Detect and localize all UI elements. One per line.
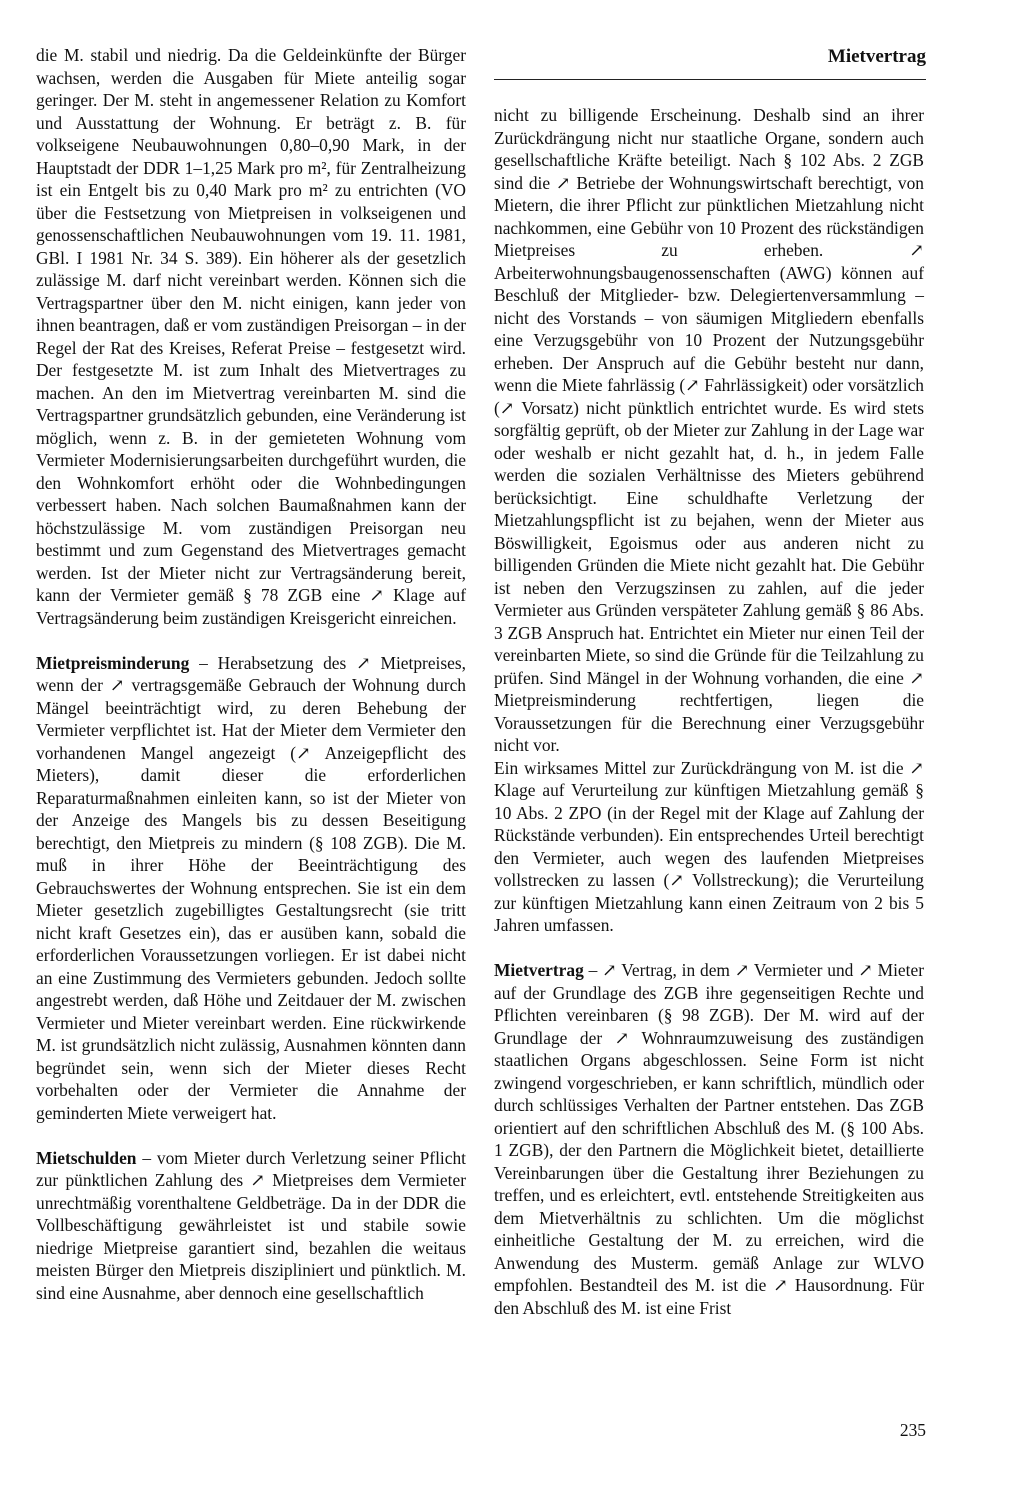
entry-text: – vom Mieter durch Verletzung seiner Pflicht zur pünktlichen Zahlung des ↗ Mietpreises dem Vermieter unrechtmäßig vorenthaltene Geldbeträge. Da in der DDR die Vollbeschäftigung gewährleistet ist und stabile sowie niedrige Mietpreise garantiert sind, bezahlen die weitaus meisten Bürger den Mietpreis diszipliniert und pünktlich. M. sind eine Ausnahme, aber dennoch eine gesellschaftlich	[36, 1147, 466, 1303]
entry-text: – ↗ Vertrag, in dem ↗ Vermieter und ↗ Mieter auf der Grundlage des ZGB ihre gegenseitigen Rechte und Pflichten vereinbaren (§ 98 ZGB). Der M. wird auf der Grundlage der ↗ Wohnraumzuweisung des zuständigen staatlichen Organs abgeschlossen. Seine Form ist nicht zwingend vorgeschrieben, er kann schriftlich, mündlich oder durch schlüssiges Verhalten der Partner entstehen. Das ZGB orientiert auf den schriftlichen Abschluß des M. (§ 100 Abs. 1 ZGB), der den Partnern die Möglichkeit bietet, detaillierte Vereinbarungen über die Gestaltung ihrer Beziehungen zu treffen, und es erleichtert, evtl. entstehende Streitigkeiten aus dem Mietverhältnis zu schlichten. Um die möglichst einheitliche Gestaltung der M. zu erreichen, wird die Anwendung des Musterm. gemäß Anlage zur WLVO empfohlen. Bestandteil des M. ist die ↗ Hausordnung. Für den Abschluß des M. ist eine Frist	[494, 960, 924, 1318]
entry-term: Mietschulden	[36, 1147, 137, 1168]
entry-mietpreisminderung	[36, 652, 466, 1125]
entry-term: Mietvertrag	[494, 960, 584, 980]
entry-mietvertrag	[494, 959, 924, 1319]
paragraph: Ein wirksames Mittel zur Zurückdrängung von M. ist die ↗ Klage auf Verurteilung zur künftigen Mietzahlung gemäß § 10 Abs. 2 ZPO (in der Regel mit der Klage auf Zahlung der Rückstände verbunden). Ein entsprechendes Urteil berechtigt den Vermieter, auch wegen des laufenden Mietpreises vollstrecken zu lassen (↗ Vollstreckung); die Verurteilung zur künftigen Mietzahlung kann einen Zeitraum von 2 bis 5 Jahren umfassen.	[494, 757, 924, 935]
continued-paragraph: nicht zu billigende Erscheinung. Deshalb sind an ihrer Zurückdrängung nicht nur staatliche Organe, sondern auch gesellschaftliche Kräfte beteiligt. Nach § 102 Abs. 2 ZGB sind die ↗ Betriebe der Wohnungswirtschaft berechtigt, von Mietern, die ihrer Pflicht zur pünktlichen Mietzahlung nicht nachkommen, eine Gebühr von 10 Prozent des rückständigen Mietpreises zu erheben. ↗ Arbeiterwohnungsbaugenossenschaften (AWG) können auf Beschluß der Mitglieder- bzw. Delegiertenversammlung – nicht des Vorstands – von säumigen Mitgliedern ebenfalls eine Verzugsgebühr von 10 Prozent der Nutzungsgebühr erheben. Der Anspruch auf die Gebühr besteht nur dann, wenn die Miete fahrlässig (↗ Fahrlässigkeit) oder vorsätzlich (↗ Vorsatz) nicht pünktlich entrichtet wurde. Es wird stets sorgfältig geprüft, ob der Mieter zur Zahlung in der Lage war oder weshalb er nicht gezahlt hat, d. h., in jedem Falle werden die sozialen Verhältnisse des Mieters gebührend berücksichtigt. Eine schuldhafte Verletzung der Mietzahlungspflicht ist zu bejahen, wenn der Mieter aus Böswilligkeit, Egoismus oder aus anderen nicht zu billigenden Gründen die Miete nicht gezahlt hat. Die Gebühr ist neben den Verzugszinsen zu zahlen, auf die jeder Vermieter aus Gründen verspäteter Zahlung gemäß § 86 Abs. 3 ZGB Anspruch hat. Entrichtet ein Mieter nur einen Teil der vereinbarten Miete, so sind die Gründe für die Teilzahlung zu prüfen. Sind Mängel in der Wohnung vorhanden, die eine ↗ Mietpreisminderung rechtfertigen, liegen die Voraussetzungen für die Berechnung einer Verzugsgebühr nicht vor.	[494, 105, 924, 755]
entry-term: Mietpreisminderung	[36, 652, 190, 673]
left-column	[36, 44, 466, 1304]
right-column	[494, 104, 924, 1319]
header-rule	[494, 79, 926, 80]
page-number: 235	[899, 1420, 926, 1440]
entry-mietschulden	[36, 1147, 466, 1305]
entry-text: – Herabsetzung des ↗ Mietpreises, wenn der ↗ vertragsgemäße Gebrauch der Wohnung durch Mängel beeinträchtigt wird, zu deren Behebung der Vermieter verpflichtet ist. Hat der Mieter dem Vermieter den vorhandenen Mangel angezeigt (↗ Anzeigepflicht des Mieters), damit dieser die erforderlichen Reparaturmaßnahmen einleiten kann, so ist der Mieter von der Anzeige des Mangels bis zu dessen Beseitigung berechtigt, den Mietpreis zu mindern (§ 108 ZGB). Die M. muß in ihrer Höhe der Beeinträchtigung des Gebrauchswertes der Wohnung entsprechen. Sie ist ein dem Mieter gesetzlich zugebilligtes Gestaltungsrecht (sie tritt nicht kraft Gesetzes ein), das er ausüben kann, sobald die erforderlichen Voraussetzungen vorliegen. Er ist dabei nicht an eine Zustimmung des Vermieters gebunden. Jedoch sollte angestrebt werden, daß Höhe und Zeitdauer der M. zwischen Vermieter und Mieter vereinbart werden. Eine rückwirkende M. ist grundsätzlich nicht zulässig, Ausnahmen könnten dann begründet sein, wenn sich der Mieter dieses Recht vorbehalten oder der Vermieter die Annahme der geminderten Miete verweigert hat.	[36, 652, 466, 1123]
running-head: Mietvertrag	[827, 46, 926, 67]
continued-paragraph: die M. stabil und niedrig. Da die Geldeinkünfte der Bürger wachsen, werden die Ausgaben für Miete anteilig sogar geringer. Der M. steht in angemessener Relation zu Komfort und Ausstattung der Wohnung. Er beträgt z. B. für volkseigene Neubauwohnungen 0,80–0,90 Mark, in der Hauptstadt der DDR 1–1,25 Mark pro m², für Zentralheizung ist ein Entgelt bis zu 0,40 Mark pro m² zu entrichten (VO über die Festsetzung von Mietpreisen in volkseigenen und genossenschaftlichen Neubauwohnungen vom 19. 11. 1981, GBl. I 1981 Nr. 34 S. 389). Ein höherer als der gesetzlich zulässige M. darf nicht vereinbart werden. Können sich die Vertragspartner über den M. nicht einigen, kann jeder von ihnen beantragen, daß er vom zuständigen Preisorgan – in der Regel der Rat des Kreises, Referat Preise – festgesetzt wird. Der festgesetzte M. ist zum Inhalt des Mietvertrages zu machen. An den im Mietvertrag vereinbarten M. sind die Vertragspartner grundsätzlich gebunden, eine Veränderung ist möglich, wenn z. B. in der gemieteten Wohnung vom Vermieter Modernisierungsarbeiten durchgeführt wurden, die den Wohnkomfort erhöht oder die Wohnbedingungen verbessert haben. Nach solchen Baumaßnahmen kann der höchstzulässige M. vom zuständigen Preisorgan neu bestimmt und zum Gegenstand des Mietvertrages gemacht werden. Ist der Mieter nicht zur Vertragsänderung bereit, kann der Vermieter gemäß § 78 ZGB eine ↗ Klage auf Vertragsänderung beim zuständigen Kreisgericht einreichen.	[36, 45, 466, 628]
